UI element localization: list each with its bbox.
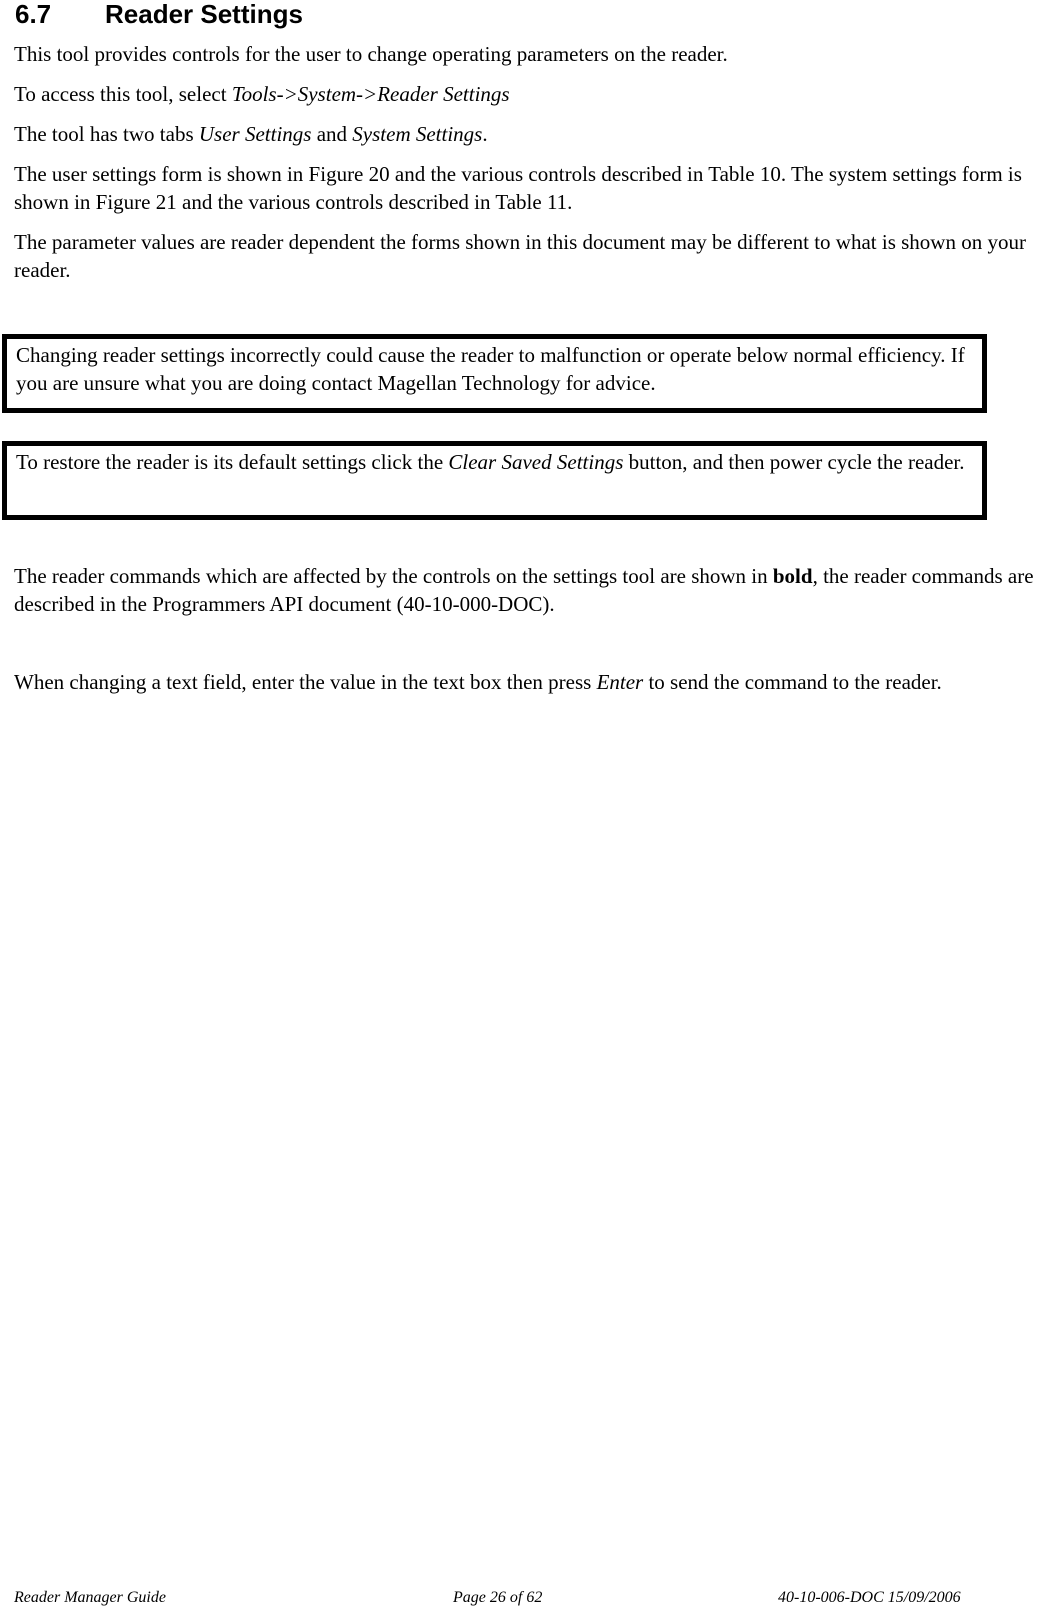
tabs-paragraph (14, 120, 1054, 148)
restore-text: To restore the reader is its default settings click the (16, 450, 449, 474)
parameters-paragraph: The parameter values are reader dependent the forms shown in this document may be different to what is shown on your reader. (14, 230, 1026, 282)
commands-text: The reader commands which are affected by the controls on the settings tool are shown in (14, 564, 773, 588)
footer-document-id: 40-10-006-DOC 15/09/2006 (778, 1589, 961, 1606)
tabs-period: . (482, 122, 488, 146)
enter-key-label: Enter (596, 670, 644, 694)
forms-paragraph: The user settings form is shown in Figure 20 and the various controls described in Table 10. The system settings form is shown in Figure 21 and the various controls described in Table 11. (14, 162, 1022, 214)
section-number: 6.7 (15, 0, 52, 29)
access-text: To access this tool, select (14, 82, 232, 106)
clear-saved-settings-label: Clear Saved Settings (448, 450, 624, 474)
menu-path: Tools->System->Reader Settings (231, 82, 510, 106)
tabs-conjunction: and (311, 122, 353, 146)
footer-document-title: Reader Manager Guide (14, 1589, 166, 1606)
commands-text-end: , the reader commands are described in the Programmers API document (40-10-000-DOC). (14, 564, 1034, 616)
section-heading (15, 0, 303, 28)
user-settings-tab-name: User Settings (198, 122, 312, 146)
system-settings-tab-name: System Settings (352, 122, 483, 146)
intro-paragraph: This tool provides controls for the user to change operating parameters on the reader. (14, 42, 728, 66)
restore-note (2, 441, 987, 520)
footer-page-number: Page 26 of 62 (453, 1589, 543, 1606)
text-field-text-end: to send the command to the reader. (643, 670, 942, 694)
restore-text-end: button, and then power cycle the reader. (623, 450, 965, 474)
commands-paragraph (14, 562, 1054, 618)
text-field-text: When changing a text field, enter the value in the text box then press (14, 670, 597, 694)
access-paragraph (14, 80, 1054, 108)
section-title: Reader Settings (105, 0, 303, 29)
bold-keyword: bold (772, 564, 813, 588)
text-field-paragraph (14, 668, 1054, 696)
warning-note: Changing reader settings incorrectly could cause the reader to malfunction or operate below normal efficiency. If you are unsure what you are doing contact Magellan Technology for advice. (2, 334, 987, 413)
tabs-text: The tool has two tabs (14, 122, 199, 146)
